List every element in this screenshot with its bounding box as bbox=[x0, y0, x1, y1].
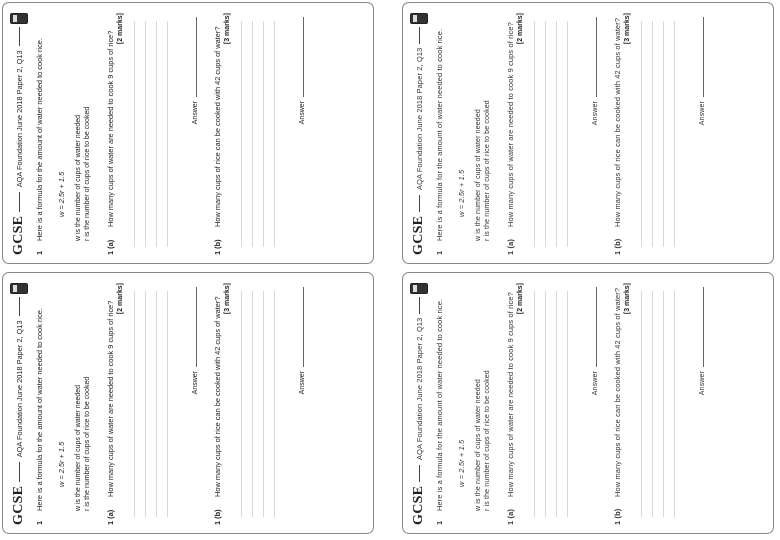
header-rule bbox=[19, 27, 20, 46]
part-a-label: 1 (a) bbox=[505, 509, 515, 525]
answer-line[interactable] bbox=[196, 17, 197, 97]
gcse-logo: GCSE bbox=[411, 485, 426, 525]
answer-b[interactable] bbox=[699, 287, 706, 525]
calculator-icon bbox=[410, 13, 428, 24]
part-b-label: 1 (b) bbox=[212, 239, 222, 255]
working-area-a[interactable] bbox=[534, 283, 590, 525]
gcse-logo: GCSE bbox=[11, 485, 26, 525]
part-b-label: 1 (b) bbox=[612, 238, 622, 255]
variable-r: r is the number of cups of rice to be cooked bbox=[483, 370, 491, 511]
card-header bbox=[9, 13, 29, 255]
variable-definitions bbox=[74, 13, 92, 241]
question-intro bbox=[35, 13, 45, 255]
header-rule bbox=[419, 465, 420, 482]
calculator-icon bbox=[10, 283, 28, 294]
part-a-text: How many cups of water are needed to cook 9 cups of rice? bbox=[105, 300, 115, 497]
answer-line[interactable] bbox=[196, 287, 197, 367]
answer-a[interactable] bbox=[592, 17, 599, 255]
answer-a[interactable] bbox=[192, 17, 199, 255]
answer-b[interactable] bbox=[699, 17, 706, 255]
variable-w: w is the number of cups of water needed bbox=[74, 114, 82, 241]
formula: w = 2.5r + 1.5 bbox=[456, 439, 466, 487]
worksheet-card-bottom-left bbox=[2, 272, 374, 534]
source-label: AQA Foundation June 2018 Paper 2, Q13 bbox=[414, 317, 424, 461]
variable-definitions bbox=[474, 283, 492, 511]
working-area-b[interactable] bbox=[641, 13, 697, 255]
part-b-label: 1 (b) bbox=[612, 508, 622, 525]
header-rule bbox=[419, 195, 420, 212]
card-header bbox=[409, 13, 429, 255]
header-rule bbox=[19, 297, 20, 316]
source-label: AQA Foundation June 2018 Paper 2, Q13 bbox=[14, 320, 24, 458]
variable-definitions bbox=[474, 13, 492, 241]
worksheet-card-bottom-right bbox=[402, 272, 774, 534]
question-intro-text: Here is a formula for the amount of water needed to cook rice. bbox=[35, 38, 44, 241]
card-header bbox=[9, 283, 29, 525]
answer-label: Answer bbox=[698, 371, 706, 396]
answer-line[interactable] bbox=[596, 17, 597, 97]
working-area-a[interactable] bbox=[134, 13, 190, 255]
part-a-label: 1 (a) bbox=[105, 239, 115, 255]
part-a bbox=[106, 13, 115, 255]
answer-label: Answer bbox=[298, 101, 306, 125]
part-b-text: How many cups of rice can be cooked with 42 cups of water? bbox=[212, 26, 222, 227]
part-a-marks: [2 marks] bbox=[516, 13, 524, 45]
working-area-b[interactable] bbox=[641, 283, 697, 525]
part-a bbox=[506, 283, 515, 525]
formula: w = 2.5r + 1.5 bbox=[56, 441, 66, 487]
worksheet-card-top-right bbox=[402, 2, 774, 264]
question-intro-text: Here is a formula for the amount of water needed to cook rice. bbox=[435, 298, 444, 511]
answer-line[interactable] bbox=[303, 287, 304, 367]
question-number: 1 bbox=[35, 250, 44, 255]
question-intro bbox=[435, 13, 445, 255]
part-b bbox=[613, 13, 622, 255]
part-a-text: How many cups of water are needed to cook 9 cups of rice? bbox=[505, 22, 515, 227]
working-area-b[interactable] bbox=[241, 13, 297, 255]
part-a-text: How many cups of water are needed to cook 9 cups of rice? bbox=[105, 30, 115, 227]
question-number: 1 bbox=[435, 520, 444, 525]
part-b bbox=[213, 283, 222, 525]
answer-label: Answer bbox=[191, 371, 199, 395]
part-b-label: 1 (b) bbox=[212, 509, 222, 525]
header-rule bbox=[419, 27, 420, 44]
part-b-text: How many cups of rice can be cooked with 42 cups of water? bbox=[212, 296, 222, 497]
question-intro-text: Here is a formula for the amount of water needed to cook rice. bbox=[435, 28, 444, 241]
answer-label: Answer bbox=[191, 101, 199, 125]
question-number: 1 bbox=[435, 250, 444, 255]
formula: w = 2.5r + 1.5 bbox=[456, 169, 466, 217]
part-a bbox=[506, 13, 515, 255]
question-intro bbox=[35, 283, 45, 525]
part-a-marks: [2 marks] bbox=[516, 283, 524, 315]
calculator-icon bbox=[10, 13, 28, 24]
part-a-label: 1 (a) bbox=[505, 239, 515, 255]
part-b-marks: [3 marks] bbox=[223, 283, 231, 315]
working-area-a[interactable] bbox=[134, 283, 190, 525]
variable-definitions bbox=[74, 283, 92, 511]
part-a-marks: [2 marks] bbox=[116, 283, 124, 315]
variable-w: w is the number of cups of water needed bbox=[474, 379, 482, 511]
calculator-icon bbox=[410, 283, 428, 294]
answer-a[interactable] bbox=[192, 287, 199, 525]
card-header bbox=[409, 283, 429, 525]
variable-w: w is the number of cups of water needed bbox=[74, 384, 82, 511]
header-rule bbox=[419, 297, 420, 314]
answer-line[interactable] bbox=[596, 287, 597, 367]
answer-line[interactable] bbox=[703, 287, 704, 367]
answer-label: Answer bbox=[698, 101, 706, 126]
part-a bbox=[106, 283, 115, 525]
question-intro-text: Here is a formula for the amount of water needed to cook rice. bbox=[35, 308, 44, 511]
working-area-a[interactable] bbox=[534, 13, 590, 255]
answer-label: Answer bbox=[591, 371, 599, 396]
worksheet-card-top-left bbox=[2, 2, 374, 264]
source-label: AQA Foundation June 2018 Paper 2, Q13 bbox=[14, 50, 24, 188]
answer-line[interactable] bbox=[303, 17, 304, 97]
gcse-logo: GCSE bbox=[11, 215, 26, 255]
header-rule bbox=[19, 192, 20, 211]
part-a-label: 1 (a) bbox=[105, 509, 115, 525]
part-b-text: How many cups of rice can be cooked with 42 cups of water? bbox=[612, 17, 622, 227]
answer-b[interactable] bbox=[299, 17, 306, 255]
variable-w: w is the number of cups of water needed bbox=[474, 109, 482, 241]
question-number: 1 bbox=[35, 520, 44, 525]
answer-line[interactable] bbox=[703, 17, 704, 97]
answer-b[interactable] bbox=[299, 287, 306, 525]
answer-label: Answer bbox=[298, 371, 306, 395]
part-a-text: How many cups of water are needed to cook 9 cups of rice? bbox=[505, 292, 515, 497]
part-a-marks: [2 marks] bbox=[116, 13, 124, 45]
part-b bbox=[613, 283, 622, 525]
answer-label: Answer bbox=[591, 101, 599, 126]
part-b-marks: [3 marks] bbox=[623, 283, 631, 315]
source-label: AQA Foundation June 2018 Paper 2, Q13 bbox=[414, 47, 424, 191]
part-b bbox=[213, 13, 222, 255]
formula: w = 2.5r + 1.5 bbox=[56, 171, 66, 217]
gcse-logo: GCSE bbox=[411, 215, 426, 255]
question-intro bbox=[435, 283, 445, 525]
variable-r: r is the number of cups of rice to be cooked bbox=[483, 100, 491, 241]
header-rule bbox=[19, 462, 20, 481]
part-b-text: How many cups of rice can be cooked with 42 cups of water? bbox=[612, 287, 622, 497]
variable-r: r is the number of cups of rice to be cooked bbox=[83, 376, 91, 511]
variable-r: r is the number of cups of rice to be cooked bbox=[83, 106, 91, 241]
answer-a[interactable] bbox=[592, 287, 599, 525]
part-b-marks: [3 marks] bbox=[623, 13, 631, 45]
working-area-b[interactable] bbox=[241, 283, 297, 525]
part-b-marks: [3 marks] bbox=[223, 13, 231, 45]
